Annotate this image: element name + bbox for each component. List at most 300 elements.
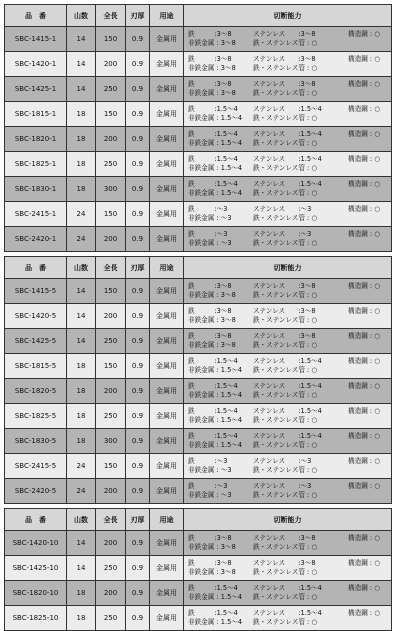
cutting-capacity-text xyxy=(188,534,391,552)
capacity-part xyxy=(348,139,391,148)
length-cell: 200 xyxy=(96,304,126,328)
capacity-line xyxy=(188,114,391,123)
capacity-part: 非鉄金属 : 1.5～4 xyxy=(188,416,243,424)
product-code-cell: SBC-1815-1 xyxy=(5,102,67,126)
cutting-capacity-cell xyxy=(184,454,391,478)
cutting-capacity-text xyxy=(188,609,391,627)
capacity-part: 鉄 :～3 xyxy=(188,482,228,490)
teeth-count-cell: 18 xyxy=(67,581,96,605)
length-cell: 200 xyxy=(96,479,126,503)
capacity-line xyxy=(188,332,391,341)
cutting-capacity-cell xyxy=(184,27,391,51)
thickness-cell: 0.9 xyxy=(126,279,150,303)
capacity-part: 鉄・ステンレス管 : ○ xyxy=(253,543,318,551)
header-cutting-capacity: 切断能力 xyxy=(273,263,302,272)
capacity-part xyxy=(348,441,391,450)
capacity-part xyxy=(348,416,391,425)
teeth-count-cell: 18 xyxy=(67,429,96,453)
capacity-line xyxy=(188,382,391,391)
header-use: 用途 xyxy=(150,257,184,278)
cutting-capacity-cell xyxy=(184,227,391,251)
thickness-cell: 0.9 xyxy=(126,152,150,176)
cutting-capacity-cell xyxy=(184,379,391,403)
use-cell: 金属用 xyxy=(150,606,184,630)
capacity-part: 鉄 :1.5～4 xyxy=(188,130,238,138)
capacity-part: ステンレス :1.5～4 xyxy=(253,407,322,415)
capacity-part: ステンレス :1.5～4 xyxy=(253,180,322,188)
length-cell: 250 xyxy=(96,606,126,630)
teeth-count-cell: 14 xyxy=(67,304,96,328)
capacity-part: 鉄・ステンレス管 : ○ xyxy=(253,593,318,601)
capacity-part: 非鉄金属 : 3～8 xyxy=(188,316,236,324)
capacity-part xyxy=(348,114,391,123)
cutting-capacity-text xyxy=(188,180,391,198)
teeth-count-cell: 14 xyxy=(67,531,96,555)
table-row xyxy=(5,379,391,404)
cutting-capacity-text xyxy=(188,282,391,300)
header-teeth: 山数 xyxy=(67,509,96,530)
table-header-row xyxy=(5,5,391,27)
capacity-part: 鉄・ステンレス管 : ○ xyxy=(253,366,318,374)
capacity-part: ステンレス :1.5～4 xyxy=(253,155,322,163)
capacity-part: 鉄・ステンレス管 : ○ xyxy=(253,291,318,299)
teeth-count-cell: 14 xyxy=(67,77,96,101)
capacity-line xyxy=(188,534,391,543)
capacity-part xyxy=(348,466,391,475)
use-cell: 金属用 xyxy=(150,429,184,453)
cutting-capacity-text xyxy=(188,457,391,475)
header-thickness: 刃厚 xyxy=(126,509,150,530)
capacity-line xyxy=(188,482,391,491)
capacity-part: 鉄 :～3 xyxy=(188,205,228,213)
cutting-capacity-cell xyxy=(184,581,391,605)
use-cell: 金属用 xyxy=(150,354,184,378)
thickness-cell: 0.9 xyxy=(126,454,150,478)
header-cutting-capacity: 切断能力 xyxy=(273,515,302,524)
capacity-part: 鉄 :3～8 xyxy=(188,30,232,38)
length-cell: 250 xyxy=(96,329,126,353)
header-teeth: 山数 xyxy=(67,5,96,26)
capacity-part xyxy=(348,189,391,198)
length-cell: 150 xyxy=(96,354,126,378)
thickness-cell: 0.9 xyxy=(126,227,150,251)
use-cell: 金属用 xyxy=(150,52,184,76)
use-cell: 金属用 xyxy=(150,102,184,126)
header-cutting-capacity: 切断能力 xyxy=(273,11,302,20)
thickness-cell: 0.9 xyxy=(126,52,150,76)
capacity-part: 鉄・ステンレス管 : ○ xyxy=(253,139,318,147)
capacity-part: ステンレス :3～8 xyxy=(253,80,316,88)
thickness-cell: 0.9 xyxy=(126,429,150,453)
capacity-part: 鉄・ステンレス管 : ○ xyxy=(253,491,318,499)
capacity-line xyxy=(188,568,391,577)
length-cell: 200 xyxy=(96,52,126,76)
use-cell: 金属用 xyxy=(150,531,184,555)
table-header-row xyxy=(5,257,391,279)
table-row xyxy=(5,329,391,354)
product-code-cell: SBC-1820-1 xyxy=(5,127,67,151)
cutting-capacity-cell xyxy=(184,606,391,630)
capacity-part: 構造鋼 : ○ xyxy=(348,80,380,88)
capacity-part: 鉄・ステンレス管 : ○ xyxy=(253,466,318,474)
product-code-cell: SBC-1420-5 xyxy=(5,304,67,328)
table-row xyxy=(5,279,391,304)
capacity-part: 構造鋼 : ○ xyxy=(348,332,380,340)
thickness-cell: 0.9 xyxy=(126,556,150,580)
capacity-part: 鉄・ステンレス管 : ○ xyxy=(253,568,318,576)
capacity-part: ステンレス :～3 xyxy=(253,230,312,238)
cutting-capacity-text xyxy=(188,559,391,577)
product-code-cell: SBC-1825-10 xyxy=(5,606,67,630)
thickness-cell: 0.9 xyxy=(126,531,150,555)
capacity-part: 構造鋼 : ○ xyxy=(348,282,380,290)
capacity-part: 鉄 :1.5～4 xyxy=(188,407,238,415)
length-cell: 200 xyxy=(96,379,126,403)
capacity-part: 非鉄金属 : 1.5～4 xyxy=(188,139,243,147)
cutting-capacity-text xyxy=(188,432,391,450)
capacity-line xyxy=(188,593,391,602)
capacity-line xyxy=(188,491,391,500)
capacity-part: 鉄 :3～8 xyxy=(188,534,232,542)
product-code-cell: SBC-1415-1 xyxy=(5,27,67,51)
length-cell: 200 xyxy=(96,227,126,251)
length-cell: 250 xyxy=(96,556,126,580)
capacity-part: ステンレス :～3 xyxy=(253,482,312,490)
capacity-part: ステンレス :～3 xyxy=(253,205,312,213)
thickness-cell: 0.9 xyxy=(126,479,150,503)
capacity-part: 構造鋼 : ○ xyxy=(348,584,380,592)
use-cell: 金属用 xyxy=(150,556,184,580)
capacity-part: 構造鋼 : ○ xyxy=(348,357,380,365)
capacity-part: 構造鋼 : ○ xyxy=(348,205,380,213)
capacity-part: 鉄・ステンレス管 : ○ xyxy=(253,239,318,247)
use-cell: 金属用 xyxy=(150,404,184,428)
use-cell: 金属用 xyxy=(150,379,184,403)
capacity-part: 鉄 :1.5～4 xyxy=(188,609,238,617)
capacity-part xyxy=(348,568,391,577)
capacity-line xyxy=(188,316,391,325)
length-cell: 250 xyxy=(96,404,126,428)
cutting-capacity-text xyxy=(188,105,391,123)
cutting-capacity-text xyxy=(188,130,391,148)
capacity-part: 構造鋼 : ○ xyxy=(348,307,380,315)
spec-table-2 xyxy=(4,256,392,504)
capacity-line xyxy=(188,55,391,64)
capacity-part xyxy=(348,593,391,602)
cutting-capacity-text xyxy=(188,30,391,48)
table-row xyxy=(5,27,391,52)
table-row xyxy=(5,52,391,77)
teeth-count-cell: 14 xyxy=(67,279,96,303)
header-use: 用途 xyxy=(150,5,184,26)
table-row xyxy=(5,479,391,504)
capacity-line xyxy=(188,89,391,98)
capacity-part: ステンレス :3～8 xyxy=(253,30,316,38)
cutting-capacity-text xyxy=(188,230,391,248)
capacity-line xyxy=(188,543,391,552)
product-code-cell: SBC-2420-1 xyxy=(5,227,67,251)
capacity-line xyxy=(188,466,391,475)
capacity-part: 鉄 :3～8 xyxy=(188,55,232,63)
length-cell: 200 xyxy=(96,127,126,151)
capacity-part xyxy=(348,341,391,350)
header-length: 全長 xyxy=(96,509,126,530)
product-code-cell: SBC-1415-5 xyxy=(5,279,67,303)
product-code-cell: SBC-2415-5 xyxy=(5,454,67,478)
table-row xyxy=(5,429,391,454)
capacity-part: 鉄 :3～8 xyxy=(188,282,232,290)
thickness-cell: 0.9 xyxy=(126,404,150,428)
capacity-part: 非鉄金属 : 1.5～4 xyxy=(188,114,243,122)
capacity-part: 非鉄金属 : 3～8 xyxy=(188,341,236,349)
capacity-line xyxy=(188,457,391,466)
length-cell: 150 xyxy=(96,202,126,226)
length-cell: 150 xyxy=(96,27,126,51)
capacity-part: 鉄 :1.5～4 xyxy=(188,180,238,188)
capacity-part: 鉄・ステンレス管 : ○ xyxy=(253,89,318,97)
capacity-part: 非鉄金属 : ～3 xyxy=(188,491,232,499)
length-cell: 150 xyxy=(96,279,126,303)
capacity-line xyxy=(188,407,391,416)
length-cell: 300 xyxy=(96,177,126,201)
product-code-cell: SBC-1820-10 xyxy=(5,581,67,605)
use-cell: 金属用 xyxy=(150,304,184,328)
product-code-cell: SBC-1825-5 xyxy=(5,404,67,428)
product-code-cell: SBC-1425-5 xyxy=(5,329,67,353)
capacity-part: 構造鋼 : ○ xyxy=(348,30,380,38)
table-row xyxy=(5,304,391,329)
cutting-capacity-cell xyxy=(184,279,391,303)
capacity-part: 構造鋼 : ○ xyxy=(348,155,380,163)
spec-tables xyxy=(4,4,390,631)
capacity-part: 構造鋼 : ○ xyxy=(348,482,380,490)
capacity-part: 非鉄金属 : 1.5～4 xyxy=(188,189,243,197)
capacity-part: 非鉄金属 : 3～8 xyxy=(188,39,236,47)
use-cell: 金属用 xyxy=(150,454,184,478)
capacity-part: 非鉄金属 : 1.5～4 xyxy=(188,593,243,601)
use-cell: 金属用 xyxy=(150,479,184,503)
capacity-part: 構造鋼 : ○ xyxy=(348,230,380,238)
capacity-part: ステンレス :1.5～4 xyxy=(253,609,322,617)
thickness-cell: 0.9 xyxy=(126,27,150,51)
teeth-count-cell: 24 xyxy=(67,227,96,251)
capacity-part: 非鉄金属 : 3～8 xyxy=(188,64,236,72)
use-cell: 金属用 xyxy=(150,279,184,303)
header-length: 全長 xyxy=(96,257,126,278)
capacity-part: ステンレス :1.5～4 xyxy=(253,432,322,440)
header-product-code: 品 番 xyxy=(5,509,67,530)
capacity-part: 鉄 :3～8 xyxy=(188,80,232,88)
product-code-cell: SBC-2420-5 xyxy=(5,479,67,503)
capacity-part: ステンレス :～3 xyxy=(253,457,312,465)
capacity-part: ステンレス :3～8 xyxy=(253,282,316,290)
thickness-cell: 0.9 xyxy=(126,581,150,605)
length-cell: 250 xyxy=(96,152,126,176)
table-row xyxy=(5,77,391,102)
product-code-cell: SBC-1420-10 xyxy=(5,531,67,555)
table-row xyxy=(5,127,391,152)
use-cell: 金属用 xyxy=(150,227,184,251)
thickness-cell: 0.9 xyxy=(126,354,150,378)
capacity-part: 構造鋼 : ○ xyxy=(348,457,380,465)
table-row xyxy=(5,202,391,227)
teeth-count-cell: 18 xyxy=(67,127,96,151)
cutting-capacity-cell xyxy=(184,152,391,176)
capacity-line xyxy=(188,164,391,173)
capacity-part: 鉄・ステンレス管 : ○ xyxy=(253,214,318,222)
capacity-part xyxy=(348,391,391,400)
table-header-row xyxy=(5,509,391,531)
capacity-line xyxy=(188,282,391,291)
capacity-part: 非鉄金属 : 3～8 xyxy=(188,543,236,551)
capacity-part: 鉄 :1.5～4 xyxy=(188,105,238,113)
capacity-line xyxy=(188,432,391,441)
length-cell: 200 xyxy=(96,531,126,555)
capacity-part xyxy=(348,291,391,300)
capacity-part xyxy=(348,239,391,248)
capacity-part: ステンレス :3～8 xyxy=(253,55,316,63)
teeth-count-cell: 14 xyxy=(67,556,96,580)
capacity-part: 鉄・ステンレス管 : ○ xyxy=(253,189,318,197)
capacity-part: 鉄 :1.5～4 xyxy=(188,382,238,390)
capacity-part: ステンレス :3～8 xyxy=(253,559,316,567)
header-thickness: 刃厚 xyxy=(126,5,150,26)
cutting-capacity-cell xyxy=(184,479,391,503)
header-thickness: 刃厚 xyxy=(126,257,150,278)
capacity-part: 非鉄金属 : ～3 xyxy=(188,239,232,247)
capacity-part: 鉄・ステンレス管 : ○ xyxy=(253,39,318,47)
capacity-part: 鉄 :3～8 xyxy=(188,332,232,340)
use-cell: 金属用 xyxy=(150,177,184,201)
product-code-cell: SBC-1825-1 xyxy=(5,152,67,176)
capacity-part xyxy=(348,366,391,375)
cutting-capacity-cell xyxy=(184,556,391,580)
cutting-capacity-text xyxy=(188,407,391,425)
cutting-capacity-cell xyxy=(184,404,391,428)
capacity-line xyxy=(188,64,391,73)
thickness-cell: 0.9 xyxy=(126,102,150,126)
thickness-cell: 0.9 xyxy=(126,127,150,151)
table-row xyxy=(5,152,391,177)
capacity-line xyxy=(188,189,391,198)
capacity-part: 非鉄金属 : 3～8 xyxy=(188,568,236,576)
use-cell: 金属用 xyxy=(150,152,184,176)
capacity-part xyxy=(348,89,391,98)
capacity-part: 非鉄金属 : ～3 xyxy=(188,214,232,222)
capacity-line xyxy=(188,366,391,375)
header-use: 用途 xyxy=(150,509,184,530)
capacity-part: 鉄・ステンレス管 : ○ xyxy=(253,64,318,72)
teeth-count-cell: 14 xyxy=(67,52,96,76)
cutting-capacity-cell xyxy=(184,304,391,328)
cutting-capacity-cell xyxy=(184,102,391,126)
capacity-line xyxy=(188,618,391,627)
cutting-capacity-text xyxy=(188,205,391,223)
capacity-line xyxy=(188,307,391,316)
cutting-capacity-text xyxy=(188,155,391,173)
capacity-part: ステンレス :1.5～4 xyxy=(253,130,322,138)
capacity-line xyxy=(188,139,391,148)
capacity-line xyxy=(188,441,391,450)
teeth-count-cell: 18 xyxy=(67,354,96,378)
capacity-line xyxy=(188,155,391,164)
capacity-part xyxy=(348,64,391,73)
product-code-cell: SBC-1425-10 xyxy=(5,556,67,580)
product-code-cell: SBC-1420-1 xyxy=(5,52,67,76)
capacity-part: 非鉄金属 : 1.5～4 xyxy=(188,164,243,172)
capacity-part: 非鉄金属 : 1.5～4 xyxy=(188,391,243,399)
capacity-line xyxy=(188,214,391,223)
capacity-part xyxy=(348,214,391,223)
use-cell: 金属用 xyxy=(150,127,184,151)
cutting-capacity-text xyxy=(188,382,391,400)
table-row xyxy=(5,606,391,631)
capacity-part: 鉄 :3～8 xyxy=(188,307,232,315)
teeth-count-cell: 18 xyxy=(67,102,96,126)
product-code-cell: SBC-1830-5 xyxy=(5,429,67,453)
thickness-cell: 0.9 xyxy=(126,77,150,101)
header-product-code: 品 番 xyxy=(5,5,67,26)
product-code-cell: SBC-1820-5 xyxy=(5,379,67,403)
capacity-part: 構造鋼 : ○ xyxy=(348,55,380,63)
table-row xyxy=(5,404,391,429)
teeth-count-cell: 14 xyxy=(67,329,96,353)
capacity-part: 鉄・ステンレス管 : ○ xyxy=(253,341,318,349)
header-length: 全長 xyxy=(96,5,126,26)
capacity-part: 非鉄金属 : 1.5～4 xyxy=(188,618,243,626)
capacity-part: 鉄・ステンレス管 : ○ xyxy=(253,316,318,324)
use-cell: 金属用 xyxy=(150,202,184,226)
capacity-line xyxy=(188,105,391,114)
cutting-capacity-cell xyxy=(184,77,391,101)
cutting-capacity-cell xyxy=(184,52,391,76)
product-code-cell: SBC-1815-5 xyxy=(5,354,67,378)
thickness-cell: 0.9 xyxy=(126,304,150,328)
teeth-count-cell: 18 xyxy=(67,606,96,630)
capacity-part: 鉄・ステンレス管 : ○ xyxy=(253,164,318,172)
capacity-part: ステンレス :1.5～4 xyxy=(253,382,322,390)
capacity-part: 構造鋼 : ○ xyxy=(348,534,380,542)
table-row xyxy=(5,531,391,556)
capacity-line xyxy=(188,180,391,189)
header-teeth: 山数 xyxy=(67,257,96,278)
cutting-capacity-text xyxy=(188,482,391,500)
length-cell: 250 xyxy=(96,77,126,101)
teeth-count-cell: 18 xyxy=(67,379,96,403)
capacity-part: 鉄・ステンレス管 : ○ xyxy=(253,416,318,424)
table-row xyxy=(5,556,391,581)
cutting-capacity-text xyxy=(188,307,391,325)
capacity-line xyxy=(188,391,391,400)
cutting-capacity-cell xyxy=(184,127,391,151)
table-row xyxy=(5,177,391,202)
table-row xyxy=(5,454,391,479)
capacity-line xyxy=(188,559,391,568)
capacity-line xyxy=(188,609,391,618)
capacity-part: 構造鋼 : ○ xyxy=(348,609,380,617)
capacity-part: ステンレス :3～8 xyxy=(253,534,316,542)
capacity-part: 構造鋼 : ○ xyxy=(348,559,380,567)
capacity-part: 鉄 :～3 xyxy=(188,457,228,465)
length-cell: 150 xyxy=(96,454,126,478)
length-cell: 200 xyxy=(96,581,126,605)
capacity-part: 鉄・ステンレス管 : ○ xyxy=(253,391,318,399)
teeth-count-cell: 18 xyxy=(67,152,96,176)
capacity-line xyxy=(188,584,391,593)
capacity-part: 非鉄金属 : ～3 xyxy=(188,466,232,474)
teeth-count-cell: 24 xyxy=(67,454,96,478)
capacity-part xyxy=(348,316,391,325)
